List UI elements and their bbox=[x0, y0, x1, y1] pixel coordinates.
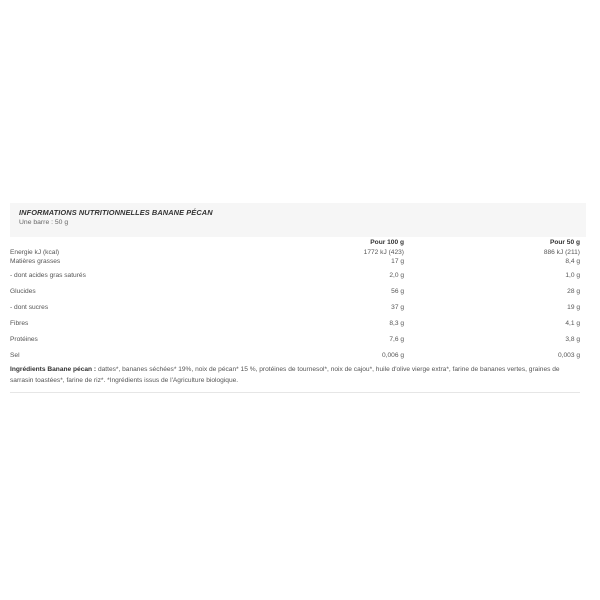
value-per-50g: 8,4 g bbox=[565, 258, 580, 265]
value-per-100g: 1772 kJ (423) bbox=[363, 249, 404, 256]
value-per-50g: 19 g bbox=[567, 304, 580, 311]
table-row bbox=[10, 335, 580, 351]
ingredients-text: dattes*, bananes séchées* 19%, noix de pécan* 15 %, protéines de tournesol*, noix de cajou*, huile d'olive vierge extra*, farine de bananes vertes, graines de sarrasin toastées*, farine de riz*. *Ingrédients issus de l'Agriculture biologique. bbox=[10, 366, 560, 384]
nutrition-table bbox=[10, 237, 580, 363]
value-per-50g: 28 g bbox=[567, 288, 580, 295]
value-per-100g: 8,3 g bbox=[389, 320, 404, 327]
ingredients-paragraph bbox=[10, 364, 580, 393]
table-row bbox=[10, 248, 580, 257]
table-header-row bbox=[10, 237, 580, 248]
value-per-50g: 886 kJ (211) bbox=[543, 249, 580, 256]
table-row bbox=[10, 319, 580, 335]
table-row bbox=[10, 271, 580, 287]
row-label: Protéines bbox=[10, 336, 38, 343]
value-per-50g: 1,0 g bbox=[565, 272, 580, 279]
header-per-50g: Pour 50 g bbox=[549, 239, 580, 246]
value-per-100g: 17 g bbox=[391, 258, 404, 265]
value-per-50g: 4,1 g bbox=[565, 320, 580, 327]
value-per-50g: 0,003 g bbox=[558, 352, 580, 359]
value-per-100g: 7,6 g bbox=[389, 336, 404, 343]
serving-size: Une barre : 50 g bbox=[19, 219, 69, 226]
value-per-100g: 56 g bbox=[391, 288, 404, 295]
table-row bbox=[10, 351, 580, 363]
row-label: - dont sucres bbox=[10, 304, 49, 311]
value-per-100g: 37 g bbox=[391, 304, 404, 311]
row-label: Fibres bbox=[10, 320, 29, 327]
table-row bbox=[10, 303, 580, 319]
ingredients-label: Ingrédients Banane pécan : bbox=[10, 366, 97, 373]
row-label: Glucides bbox=[10, 288, 36, 295]
row-label: - dont acides gras saturés bbox=[10, 272, 86, 279]
value-per-50g: 3,8 g bbox=[565, 336, 580, 343]
header-per-100g: Pour 100 g bbox=[370, 239, 404, 246]
nutrition-title: INFORMATIONS NUTRITIONNELLES BANANE PÉCAN bbox=[19, 208, 213, 217]
row-label: Energie kJ (kcal) bbox=[10, 249, 60, 256]
table-row bbox=[10, 287, 580, 303]
nutrition-panel bbox=[10, 203, 586, 393]
value-per-100g: 2,0 g bbox=[389, 272, 404, 279]
nutrition-header bbox=[10, 203, 586, 237]
row-label: Matières grasses bbox=[10, 258, 61, 265]
value-per-100g: 0,006 g bbox=[382, 352, 404, 359]
row-label: Sel bbox=[10, 352, 20, 359]
table-row bbox=[10, 257, 580, 271]
header-label-cell bbox=[10, 237, 340, 248]
